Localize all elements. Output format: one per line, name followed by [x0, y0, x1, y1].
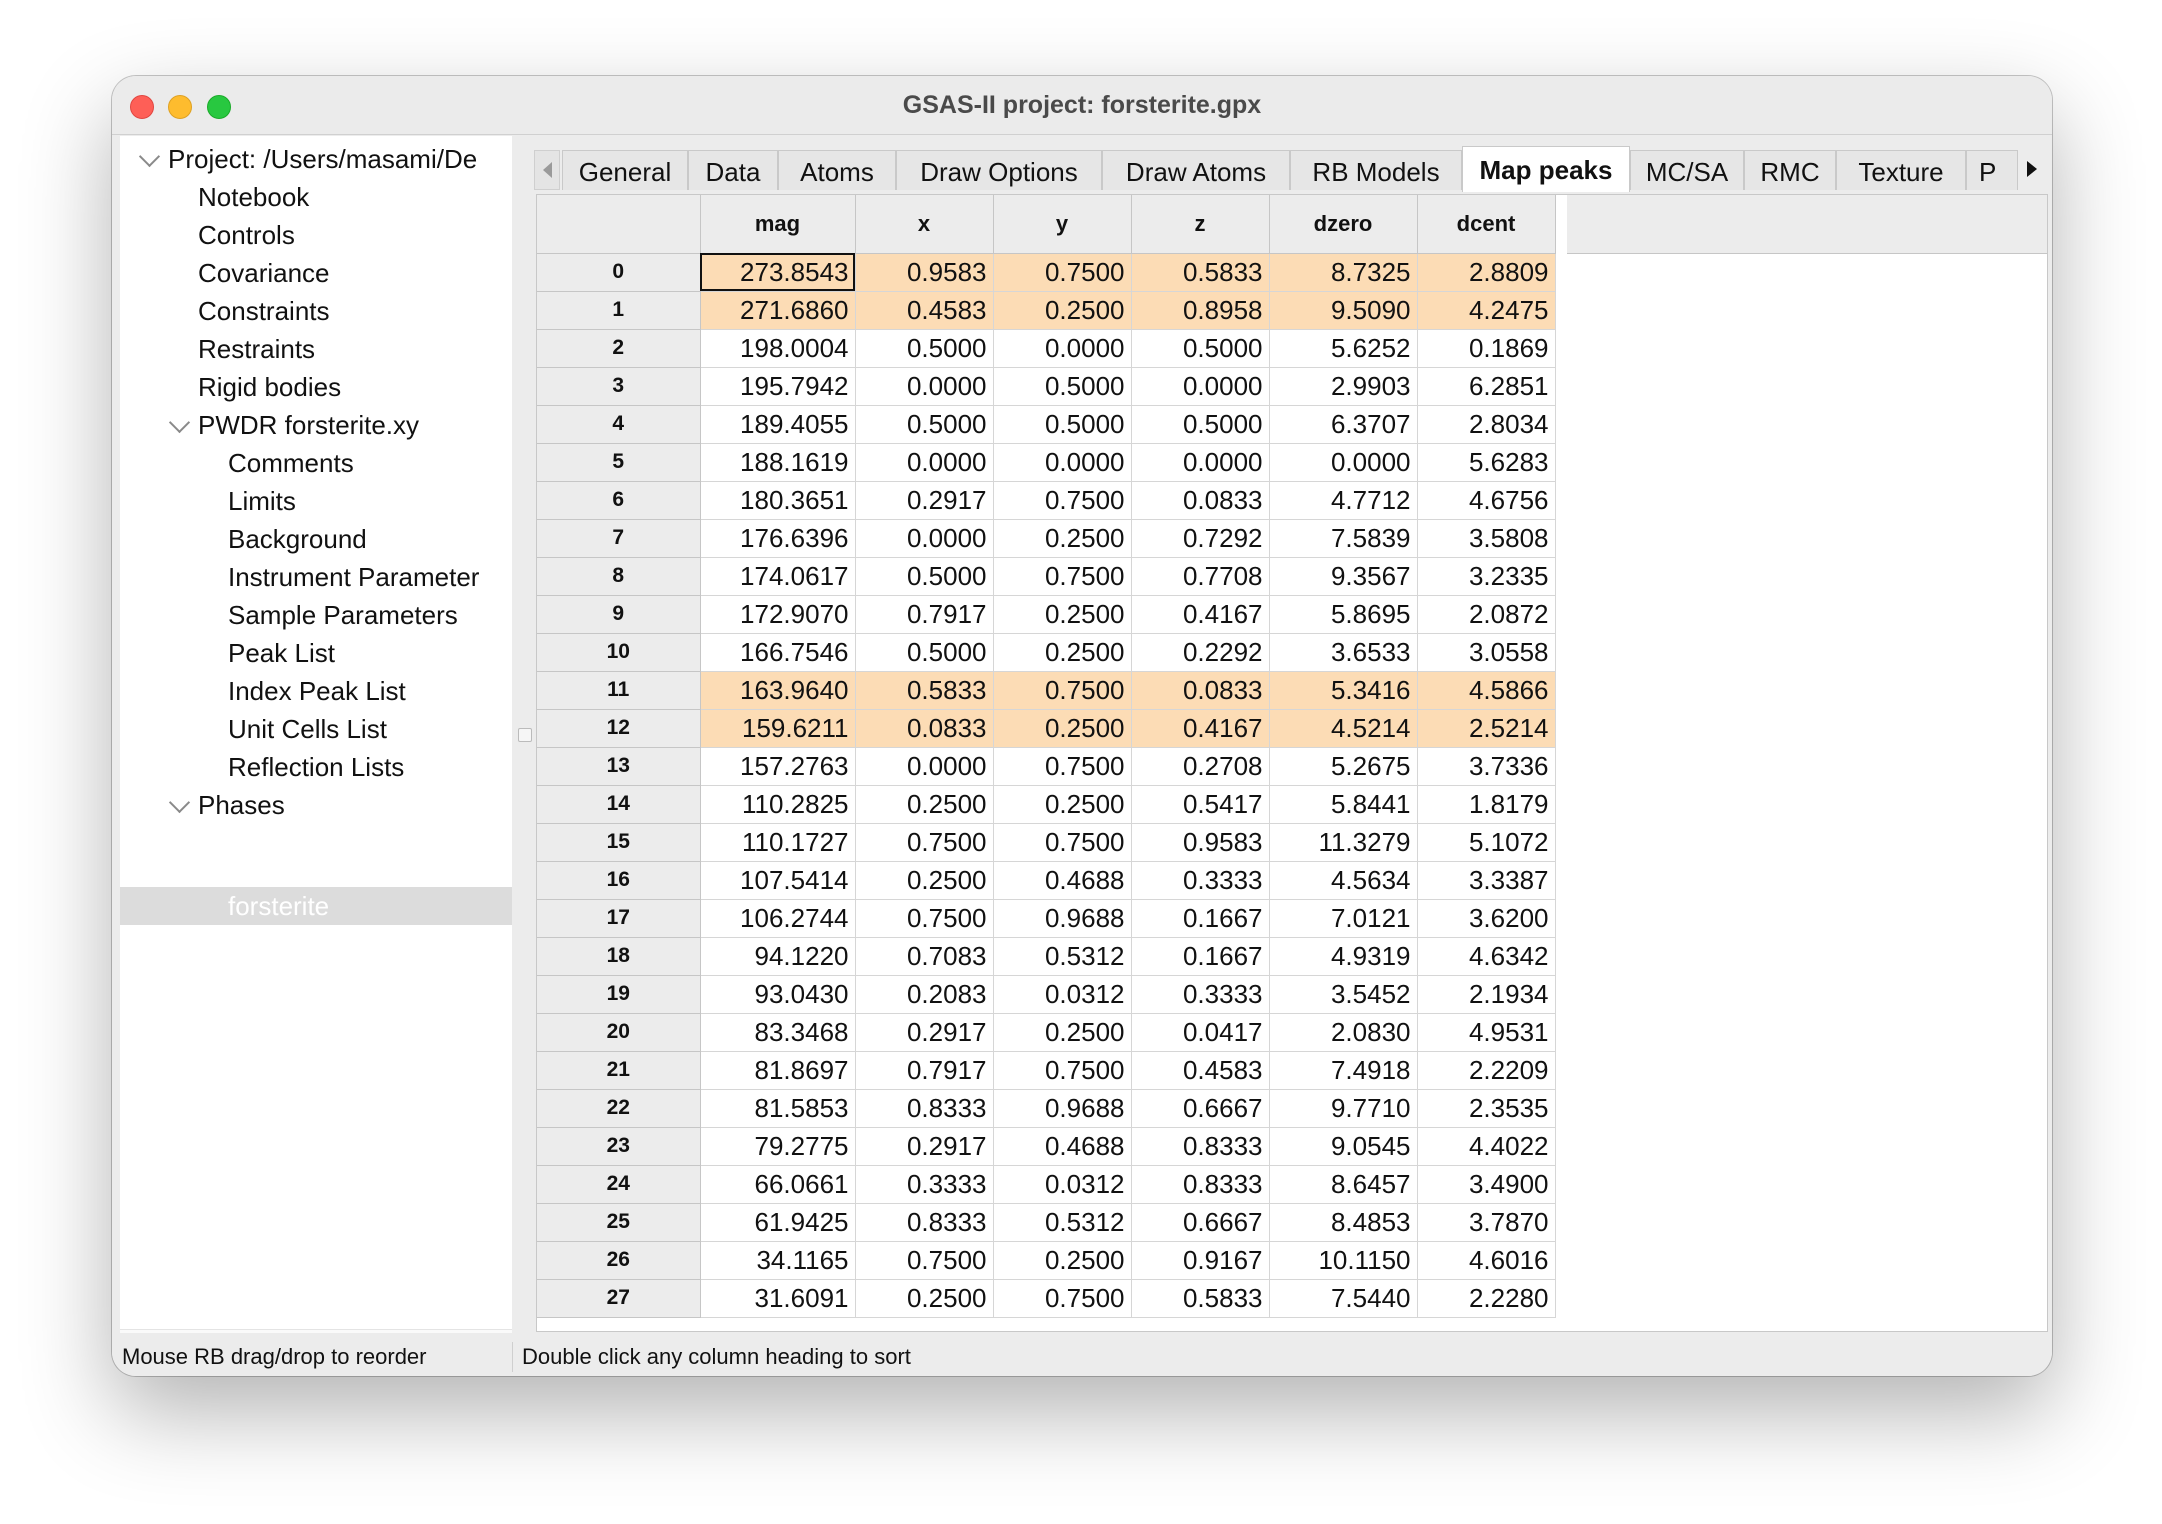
tab-scroll-right-icon[interactable] — [2018, 150, 2044, 190]
cell-dzero[interactable]: 5.6252 — [1269, 329, 1417, 367]
cell-dcent[interactable]: 2.0872 — [1417, 595, 1555, 633]
table-row[interactable] — [537, 671, 1555, 709]
cell-dcent[interactable]: 3.7870 — [1417, 1203, 1555, 1241]
cell-x[interactable]: 0.8333 — [855, 1203, 993, 1241]
tree-item-covariance[interactable]: Covariance — [198, 258, 330, 288]
cell-y[interactable]: 0.2500 — [993, 519, 1131, 557]
table-row[interactable] — [537, 1013, 1555, 1051]
cell-z[interactable]: 0.0833 — [1131, 671, 1269, 709]
cell-y[interactable]: 0.9688 — [993, 1089, 1131, 1127]
cell-x[interactable]: 0.0833 — [855, 709, 993, 747]
cell-mag[interactable]: 107.5414 — [700, 861, 855, 899]
cell-dcent[interactable]: 5.1072 — [1417, 823, 1555, 861]
row-label[interactable]: 4 — [537, 405, 700, 443]
tree-item-project[interactable]: Project: /Users/masami/De — [168, 144, 478, 174]
table-row[interactable] — [537, 519, 1555, 557]
cell-dzero[interactable]: 2.0830 — [1269, 1013, 1417, 1051]
cell-mag[interactable]: 106.2744 — [700, 899, 855, 937]
cell-y[interactable]: 0.0312 — [993, 975, 1131, 1013]
cell-dzero[interactable]: 7.5839 — [1269, 519, 1417, 557]
row-label[interactable]: 26 — [537, 1241, 700, 1279]
row-label[interactable]: 13 — [537, 747, 700, 785]
cell-dzero[interactable]: 8.4853 — [1269, 1203, 1417, 1241]
cell-z[interactable]: 0.5833 — [1131, 253, 1269, 291]
table-row[interactable] — [537, 1165, 1555, 1203]
cell-x[interactable]: 0.5000 — [855, 329, 993, 367]
cell-z[interactable]: 0.5000 — [1131, 405, 1269, 443]
row-label[interactable]: 17 — [537, 899, 700, 937]
cell-dcent[interactable]: 3.4900 — [1417, 1165, 1555, 1203]
row-label[interactable]: 2 — [537, 329, 700, 367]
cell-mag[interactable]: 81.8697 — [700, 1051, 855, 1089]
cell-z[interactable]: 0.0000 — [1131, 443, 1269, 481]
cell-dzero[interactable]: 5.2675 — [1269, 747, 1417, 785]
cell-y[interactable]: 0.7500 — [993, 1051, 1131, 1089]
cell-dcent[interactable]: 4.9531 — [1417, 1013, 1555, 1051]
cell-dcent[interactable]: 4.6756 — [1417, 481, 1555, 519]
cell-z[interactable]: 0.5833 — [1131, 1279, 1269, 1317]
tree-item-constraints[interactable]: Constraints — [198, 296, 330, 326]
cell-mag[interactable]: 195.7942 — [700, 367, 855, 405]
cell-mag[interactable]: 94.1220 — [700, 937, 855, 975]
row-label[interactable]: 19 — [537, 975, 700, 1013]
column-header-dzero[interactable]: dzero — [1269, 195, 1417, 253]
cell-mag[interactable]: 159.6211 — [700, 709, 855, 747]
row-label[interactable]: 20 — [537, 1013, 700, 1051]
cell-z[interactable]: 0.0417 — [1131, 1013, 1269, 1051]
tree-item-restraints[interactable]: Restraints — [198, 334, 316, 364]
cell-y[interactable]: 0.5312 — [993, 937, 1131, 975]
cell-y[interactable]: 0.2500 — [993, 709, 1131, 747]
cell-dzero[interactable]: 7.4918 — [1269, 1051, 1417, 1089]
cell-z[interactable]: 0.7292 — [1131, 519, 1269, 557]
cell-z[interactable]: 0.8333 — [1131, 1165, 1269, 1203]
cell-z[interactable]: 0.5417 — [1131, 785, 1269, 823]
cell-dzero[interactable]: 2.9903 — [1269, 367, 1417, 405]
table-row[interactable] — [537, 1279, 1555, 1317]
tab-atoms[interactable]: Atoms — [778, 150, 896, 190]
tree-item-instrument-parameters[interactable]: Instrument Parameter — [228, 562, 480, 592]
cell-dzero[interactable]: 3.5452 — [1269, 975, 1417, 1013]
cell-y[interactable]: 0.0000 — [993, 443, 1131, 481]
cell-dzero[interactable]: 5.8695 — [1269, 595, 1417, 633]
notebook-tabs — [534, 144, 2044, 190]
cell-z[interactable]: 0.3333 — [1131, 975, 1269, 1013]
tree-item-phases[interactable]: Phases — [198, 790, 285, 820]
cell-dzero[interactable]: 4.7712 — [1269, 481, 1417, 519]
column-header-z[interactable]: z — [1131, 195, 1269, 253]
table-row[interactable] — [537, 633, 1555, 671]
cell-x[interactable]: 0.0000 — [855, 443, 993, 481]
cell-x[interactable]: 0.2500 — [855, 861, 993, 899]
cell-x[interactable]: 0.2500 — [855, 785, 993, 823]
cell-dcent[interactable]: 1.8179 — [1417, 785, 1555, 823]
tab-rmc[interactable]: RMC — [1744, 150, 1836, 190]
cell-mag[interactable]: 81.5853 — [700, 1089, 855, 1127]
cell-dcent[interactable]: 2.3535 — [1417, 1089, 1555, 1127]
grid-corner[interactable] — [537, 195, 700, 253]
cell-x[interactable]: 0.7500 — [855, 899, 993, 937]
cell-y[interactable]: 0.7500 — [993, 481, 1131, 519]
table-row[interactable] — [537, 557, 1555, 595]
cell-mag[interactable]: 166.7546 — [700, 633, 855, 671]
cell-z[interactable]: 0.8333 — [1131, 1127, 1269, 1165]
cell-z[interactable]: 0.9167 — [1131, 1241, 1269, 1279]
cell-x[interactable]: 0.0000 — [855, 367, 993, 405]
cell-y[interactable]: 0.7500 — [993, 747, 1131, 785]
cell-x[interactable]: 0.2917 — [855, 1127, 993, 1165]
row-label[interactable]: 0 — [537, 253, 700, 291]
row-label[interactable]: 15 — [537, 823, 700, 861]
tree-item-index-peak-list[interactable]: Index Peak List — [228, 676, 406, 706]
cell-y[interactable]: 0.5312 — [993, 1203, 1131, 1241]
cell-dzero[interactable]: 6.3707 — [1269, 405, 1417, 443]
cell-mag[interactable]: 93.0430 — [700, 975, 855, 1013]
cell-z[interactable]: 0.5000 — [1131, 329, 1269, 367]
tree-item-rigid-bodies[interactable]: Rigid bodies — [198, 372, 342, 402]
tree-item-reflection-lists[interactable]: Reflection Lists — [228, 752, 405, 782]
cell-y[interactable]: 0.4688 — [993, 1127, 1131, 1165]
cell-x[interactable]: 0.2500 — [855, 1279, 993, 1317]
tree-item-notebook[interactable]: Notebook — [198, 182, 310, 212]
row-label[interactable]: 22 — [537, 1089, 700, 1127]
row-label[interactable]: 9 — [537, 595, 700, 633]
cell-dcent[interactable]: 6.2851 — [1417, 367, 1555, 405]
cell-mag[interactable]: 172.9070 — [700, 595, 855, 633]
cell-y[interactable]: 0.7500 — [993, 823, 1131, 861]
table-row[interactable] — [537, 747, 1555, 785]
cell-z[interactable]: 0.6667 — [1131, 1089, 1269, 1127]
cell-x[interactable]: 0.4583 — [855, 291, 993, 329]
cell-z[interactable]: 0.0000 — [1131, 367, 1269, 405]
cell-z[interactable]: 0.9583 — [1131, 823, 1269, 861]
cell-x[interactable]: 0.3333 — [855, 1165, 993, 1203]
tab-scroll-left-icon[interactable] — [534, 150, 560, 190]
table-row[interactable] — [537, 861, 1555, 899]
table-row[interactable] — [537, 823, 1555, 861]
cell-z[interactable]: 0.4583 — [1131, 1051, 1269, 1089]
table-row[interactable] — [537, 253, 1555, 291]
cell-x[interactable]: 0.7917 — [855, 1051, 993, 1089]
cell-mag[interactable]: 271.6860 — [700, 291, 855, 329]
cell-dcent[interactable]: 3.5808 — [1417, 519, 1555, 557]
cell-y[interactable]: 0.2500 — [993, 291, 1131, 329]
row-label[interactable]: 21 — [537, 1051, 700, 1089]
app-window — [112, 76, 2052, 1376]
cell-dcent[interactable]: 3.0558 — [1417, 633, 1555, 671]
cell-dcent[interactable]: 4.6342 — [1417, 937, 1555, 975]
row-label[interactable]: 14 — [537, 785, 700, 823]
table-row[interactable] — [537, 405, 1555, 443]
cell-mag[interactable]: 157.2763 — [700, 747, 855, 785]
row-label[interactable]: 8 — [537, 557, 700, 595]
tree-item-background[interactable]: Background — [228, 524, 367, 554]
cell-x[interactable]: 0.2917 — [855, 1013, 993, 1051]
cell-dcent[interactable]: 0.1869 — [1417, 329, 1555, 367]
cell-z[interactable]: 0.0833 — [1131, 481, 1269, 519]
cell-mag[interactable]: 176.6396 — [700, 519, 855, 557]
cell-z[interactable]: 0.1667 — [1131, 937, 1269, 975]
cell-dzero[interactable]: 4.9319 — [1269, 937, 1417, 975]
tree-item-pwdr[interactable]: PWDR forsterite.xy — [198, 410, 420, 440]
cell-mag[interactable]: 61.9425 — [700, 1203, 855, 1241]
tab-draw-options[interactable]: Draw Options — [896, 150, 1102, 190]
cell-mag[interactable]: 189.4055 — [700, 405, 855, 443]
table-row[interactable] — [537, 975, 1555, 1013]
tab-general[interactable]: General — [562, 150, 688, 190]
cell-y[interactable]: 0.7500 — [993, 253, 1131, 291]
cell-dcent[interactable]: 2.1934 — [1417, 975, 1555, 1013]
cell-dzero[interactable]: 5.8441 — [1269, 785, 1417, 823]
cell-dzero[interactable]: 11.3279 — [1269, 823, 1417, 861]
cell-dcent[interactable]: 3.6200 — [1417, 899, 1555, 937]
cell-dcent[interactable]: 2.2280 — [1417, 1279, 1555, 1317]
cell-dzero[interactable]: 5.3416 — [1269, 671, 1417, 709]
cell-mag[interactable]: 110.1727 — [700, 823, 855, 861]
cell-dcent[interactable]: 3.7336 — [1417, 747, 1555, 785]
cell-dcent[interactable]: 2.2209 — [1417, 1051, 1555, 1089]
column-header-mag[interactable]: mag — [700, 195, 855, 253]
tree-item-peak-list[interactable]: Peak List — [228, 638, 335, 668]
cell-z[interactable]: 0.4167 — [1131, 709, 1269, 747]
grid-header-filler — [1567, 195, 2047, 254]
table-row[interactable] — [537, 899, 1555, 937]
cell-dzero[interactable]: 10.1150 — [1269, 1241, 1417, 1279]
cell-dcent[interactable]: 3.3387 — [1417, 861, 1555, 899]
cell-x[interactable]: 0.5000 — [855, 557, 993, 595]
cell-dcent[interactable]: 3.2335 — [1417, 557, 1555, 595]
cell-y[interactable]: 0.5000 — [993, 367, 1131, 405]
table-row[interactable] — [537, 329, 1555, 367]
cell-x[interactable]: 0.7500 — [855, 823, 993, 861]
cell-y[interactable]: 0.2500 — [993, 595, 1131, 633]
cell-mag[interactable]: 180.3651 — [700, 481, 855, 519]
chevron-down-icon[interactable] — [169, 412, 190, 433]
tab-mc-sa[interactable]: MC/SA — [1630, 150, 1744, 190]
tab-partial[interactable]: P — [1966, 150, 2018, 190]
tab-draw-atoms[interactable]: Draw Atoms — [1102, 150, 1290, 190]
cell-z[interactable]: 0.2708 — [1131, 747, 1269, 785]
tab-data[interactable]: Data — [688, 150, 778, 190]
cell-y[interactable]: 0.7500 — [993, 671, 1131, 709]
cell-dzero[interactable]: 9.7710 — [1269, 1089, 1417, 1127]
cell-dzero[interactable]: 7.5440 — [1269, 1279, 1417, 1317]
cell-y[interactable]: 0.4688 — [993, 861, 1131, 899]
tab-map-peaks[interactable]: Map peaks — [1462, 146, 1630, 192]
table-row[interactable] — [537, 785, 1555, 823]
window-title: GSAS-II project: forsterite.gpx — [902, 91, 1262, 119]
cell-z[interactable]: 0.7708 — [1131, 557, 1269, 595]
map-peaks-table — [537, 195, 1556, 1318]
status-divider — [512, 1342, 513, 1372]
cell-dzero[interactable]: 9.3567 — [1269, 557, 1417, 595]
row-label[interactable]: 1 — [537, 291, 700, 329]
cell-y[interactable]: 0.2500 — [993, 633, 1131, 671]
cell-x[interactable]: 0.9583 — [855, 253, 993, 291]
cell-mag[interactable]: 174.0617 — [700, 557, 855, 595]
cell-y[interactable]: 0.7500 — [993, 1279, 1131, 1317]
cell-mag[interactable]: 273.8543 — [700, 253, 855, 291]
map-peaks-grid[interactable] — [536, 194, 2048, 1332]
cell-y[interactable]: 0.0312 — [993, 1165, 1131, 1203]
cell-mag[interactable]: 188.1619 — [700, 443, 855, 481]
tab-rb-models[interactable]: RB Models — [1290, 150, 1462, 190]
table-row[interactable] — [537, 1241, 1555, 1279]
cell-mag[interactable]: 66.0661 — [700, 1165, 855, 1203]
table-row[interactable] — [537, 709, 1555, 747]
row-label[interactable]: 7 — [537, 519, 700, 557]
cell-dcent[interactable]: 2.8809 — [1417, 253, 1555, 291]
table-row[interactable] — [537, 443, 1555, 481]
cell-x[interactable]: 0.5833 — [855, 671, 993, 709]
tree-horizontal-scrollbar[interactable] — [120, 1329, 512, 1333]
row-label[interactable]: 5 — [537, 443, 700, 481]
tree-item-comments[interactable]: Comments — [228, 448, 354, 478]
data-tree[interactable] — [120, 136, 512, 1333]
cell-mag[interactable]: 163.9640 — [700, 671, 855, 709]
cell-z[interactable]: 0.4167 — [1131, 595, 1269, 633]
chevron-down-icon[interactable] — [139, 146, 160, 167]
cell-z[interactable]: 0.8958 — [1131, 291, 1269, 329]
row-label[interactable]: 6 — [537, 481, 700, 519]
table-row[interactable] — [537, 937, 1555, 975]
table-row[interactable] — [537, 1203, 1555, 1241]
table-row[interactable] — [537, 481, 1555, 519]
cell-y[interactable]: 0.0000 — [993, 329, 1131, 367]
cell-dcent[interactable]: 2.5214 — [1417, 709, 1555, 747]
cell-dcent[interactable]: 5.6283 — [1417, 443, 1555, 481]
row-label[interactable]: 24 — [537, 1165, 700, 1203]
cell-y[interactable]: 0.5000 — [993, 405, 1131, 443]
table-row[interactable] — [537, 291, 1555, 329]
cell-dcent[interactable]: 4.2475 — [1417, 291, 1555, 329]
cell-y[interactable]: 0.2500 — [993, 1013, 1131, 1051]
cell-mag[interactable]: 31.6091 — [700, 1279, 855, 1317]
cell-dzero[interactable]: 4.5214 — [1269, 709, 1417, 747]
cell-x[interactable]: 0.7083 — [855, 937, 993, 975]
table-row[interactable] — [537, 595, 1555, 633]
tree-item-controls[interactable]: Controls — [198, 220, 295, 250]
row-label[interactable]: 18 — [537, 937, 700, 975]
cell-y[interactable]: 0.2500 — [993, 785, 1131, 823]
splitter-handle-icon[interactable] — [518, 728, 532, 742]
cell-z[interactable]: 0.6667 — [1131, 1203, 1269, 1241]
column-header-y[interactable]: y — [993, 195, 1131, 253]
table-row[interactable] — [537, 367, 1555, 405]
cell-mag[interactable]: 34.1165 — [700, 1241, 855, 1279]
column-header-x[interactable]: x — [855, 195, 993, 253]
table-row[interactable] — [537, 1127, 1555, 1165]
cell-dcent[interactable]: 4.6016 — [1417, 1241, 1555, 1279]
cell-dzero[interactable]: 7.0121 — [1269, 899, 1417, 937]
title-bar — [112, 76, 2052, 135]
cell-mag[interactable]: 79.2775 — [700, 1127, 855, 1165]
cell-x[interactable]: 0.8333 — [855, 1089, 993, 1127]
row-label[interactable]: 3 — [537, 367, 700, 405]
cell-x[interactable]: 0.2083 — [855, 975, 993, 1013]
tree-item-limits[interactable]: Limits — [228, 486, 296, 516]
cell-dzero[interactable]: 0.0000 — [1269, 443, 1417, 481]
column-header-dcent[interactable]: dcent — [1417, 195, 1555, 253]
status-bar — [112, 1338, 2052, 1376]
table-row[interactable] — [537, 1089, 1555, 1127]
row-label[interactable]: 27 — [537, 1279, 700, 1317]
cell-x[interactable]: 0.7917 — [855, 595, 993, 633]
cell-dcent[interactable]: 4.5866 — [1417, 671, 1555, 709]
cell-z[interactable]: 0.2292 — [1131, 633, 1269, 671]
row-label[interactable]: 16 — [537, 861, 700, 899]
cell-y[interactable]: 0.7500 — [993, 557, 1131, 595]
tree-item-sample-parameters[interactable]: Sample Parameters — [228, 600, 458, 630]
row-label[interactable]: 12 — [537, 709, 700, 747]
cell-mag[interactable]: 83.3468 — [700, 1013, 855, 1051]
cell-dzero[interactable]: 8.7325 — [1269, 253, 1417, 291]
cell-x[interactable]: 0.2917 — [855, 481, 993, 519]
tree-item-forsterite[interactable]: forsterite — [228, 891, 330, 921]
cell-x[interactable]: 0.5000 — [855, 405, 993, 443]
cell-dzero[interactable]: 3.6533 — [1269, 633, 1417, 671]
row-label[interactable]: 10 — [537, 633, 700, 671]
cell-dzero[interactable]: 4.5634 — [1269, 861, 1417, 899]
cell-y[interactable]: 0.9688 — [993, 899, 1131, 937]
chevron-down-icon[interactable] — [169, 792, 190, 813]
cell-dzero[interactable]: 9.5090 — [1269, 291, 1417, 329]
cell-y[interactable]: 0.2500 — [993, 1241, 1131, 1279]
cell-x[interactable]: 0.5000 — [855, 633, 993, 671]
row-label[interactable]: 23 — [537, 1127, 700, 1165]
tab-texture[interactable]: Texture — [1836, 150, 1966, 190]
cell-x[interactable]: 0.0000 — [855, 747, 993, 785]
cell-mag[interactable]: 110.2825 — [700, 785, 855, 823]
status-left: Mouse RB drag/drop to reorder — [122, 1344, 427, 1369]
row-label[interactable]: 11 — [537, 671, 700, 709]
status-right: Double click any column heading to sort — [522, 1344, 911, 1369]
cell-dzero[interactable]: 8.6457 — [1269, 1165, 1417, 1203]
tree-item-unit-cells-list[interactable]: Unit Cells List — [228, 714, 387, 744]
table-row[interactable] — [537, 1051, 1555, 1089]
cell-dcent[interactable]: 4.4022 — [1417, 1127, 1555, 1165]
cell-x[interactable]: 0.0000 — [855, 519, 993, 557]
cell-z[interactable]: 0.3333 — [1131, 861, 1269, 899]
row-label[interactable]: 25 — [537, 1203, 700, 1241]
cell-x[interactable]: 0.7500 — [855, 1241, 993, 1279]
cell-dzero[interactable]: 9.0545 — [1269, 1127, 1417, 1165]
cell-dcent[interactable]: 2.8034 — [1417, 405, 1555, 443]
cell-z[interactable]: 0.1667 — [1131, 899, 1269, 937]
cell-mag[interactable]: 198.0004 — [700, 329, 855, 367]
